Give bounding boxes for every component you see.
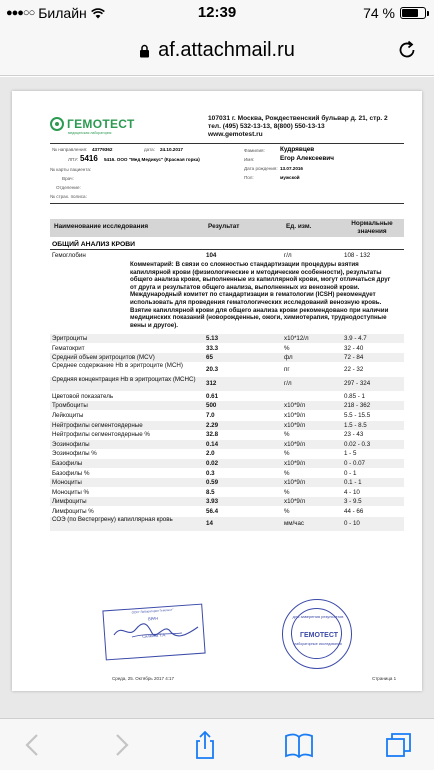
row-result: 8.5 — [206, 488, 215, 496]
birth-value: 13.07.2016 — [280, 166, 303, 171]
section-title: ОБЩИЙ АНАЛИЗ КРОВИ — [52, 241, 136, 248]
table-row — [50, 449, 404, 458]
row-unit: % — [284, 431, 290, 439]
table-row — [50, 469, 404, 478]
lab-seal — [282, 599, 352, 669]
results-table-header — [50, 219, 404, 237]
row-ref: 108 - 132 — [344, 252, 371, 259]
doctor-signature — [112, 621, 202, 641]
lab-report-page — [12, 91, 422, 691]
row-unit: пг — [284, 365, 290, 373]
table-row — [50, 334, 404, 343]
row-unit: % — [284, 450, 290, 458]
row-name: Тромбоциты — [52, 402, 88, 410]
sex-value: мужской — [280, 175, 300, 180]
share-button[interactable] — [190, 731, 220, 759]
lab-address-line: 107031 г. Москва, Рождественский бульвар д. 21, стр. 2 — [208, 115, 388, 122]
row-name: Эозинофилы % — [52, 450, 97, 458]
row-ref: 218 - 362 — [344, 402, 371, 410]
row-unit: % — [284, 488, 290, 496]
url-field[interactable] — [0, 39, 434, 62]
row-unit: % — [284, 469, 290, 477]
lab-seal-logo: ГЕМОТЕСТ — [299, 632, 338, 639]
battery-icon — [400, 7, 426, 19]
reload-icon[interactable] — [396, 39, 418, 61]
row-ref: 23 - 43 — [344, 431, 364, 439]
birth-label: Дата рождения: — [244, 166, 278, 171]
doctor-stamp-name: Силкина Т.А. — [142, 632, 167, 639]
row-name: Лейкоциты — [52, 412, 84, 419]
row-result: 5.13 — [206, 335, 219, 342]
col-ref-header: Нормальные значения — [351, 220, 393, 235]
lab-website-line: www.gemotest.ru — [208, 131, 263, 138]
row-unit: мм/час — [284, 519, 304, 527]
status-right — [363, 5, 426, 21]
surname-label: Фамилия: — [244, 148, 265, 153]
table-row — [50, 478, 404, 487]
row-ref: 1.5 - 8.5 — [344, 421, 367, 429]
doctor-stamp-title: ВРАЧ — [147, 615, 159, 622]
row-ref: 0.85 - 1 — [344, 392, 365, 400]
row-name: Эритроциты — [52, 335, 88, 342]
row-ref: 297 - 324 — [344, 380, 371, 388]
row-name: Гематокрит — [52, 344, 85, 352]
row-ref: 72 - 84 — [344, 354, 364, 362]
referral-value: 43779362 — [92, 147, 113, 152]
lab-phone-line: тел. (495) 532-13-13, 8(800) 550-13-13 — [208, 123, 325, 130]
row-unit: x10*12/л — [284, 335, 309, 342]
row-unit: x10*9/л — [284, 421, 306, 429]
row-unit: x10*9/л — [284, 440, 306, 448]
safari-toolbar — [0, 718, 434, 770]
date-label: дата: — [144, 147, 156, 152]
row-unit: x10*9/л — [284, 412, 306, 419]
table-row — [50, 430, 404, 439]
section-divider — [50, 249, 404, 250]
table-row — [50, 411, 404, 420]
table-row — [50, 377, 404, 391]
row-ref: 22 - 32 — [344, 365, 364, 373]
row-name: Базофилы — [52, 460, 83, 467]
dept-label: Отделение: — [56, 185, 81, 190]
forward-button[interactable] — [106, 731, 136, 759]
row-result: 3.93 — [206, 498, 219, 506]
gemotest-logo — [50, 117, 135, 131]
carrier-name: Билайн — [38, 5, 87, 21]
row-name: Средняя концентрация Hb в эритроцитах (MCHC) — [52, 376, 196, 384]
row-result: 0.14 — [206, 440, 219, 448]
row-result: 2.29 — [206, 421, 219, 429]
table-row-hemoglobin — [50, 251, 404, 260]
table-row — [50, 392, 404, 401]
table-row — [50, 459, 404, 468]
row-ref: 4 - 10 — [344, 488, 360, 496]
row-ref: 44 - 66 — [344, 508, 364, 515]
table-row — [50, 440, 404, 449]
row-name: Нейтрофилы сегментоядерные % — [52, 431, 150, 439]
row-result: 20.3 — [206, 365, 219, 373]
row-name: Нейтрофилы сегментоядерные — [52, 421, 143, 429]
row-result: 56.4 — [206, 508, 219, 515]
row-unit: x10*9/л — [284, 460, 306, 467]
row-name: Эозинофилы — [52, 440, 90, 448]
table-row — [50, 517, 404, 531]
name-label: Имя: — [244, 157, 255, 162]
row-ref: 0.1 - 1 — [344, 479, 362, 487]
document-viewer[interactable] — [0, 77, 434, 718]
table-row — [50, 353, 404, 362]
policy-label: № страх. полиса: — [50, 194, 87, 199]
row-name: Лимфоциты % — [52, 508, 94, 515]
lock-icon — [139, 44, 150, 58]
row-ref: 0 - 0.07 — [344, 460, 365, 467]
row-result: 33.3 — [206, 344, 219, 352]
lab-comment: Комментарий: В связи со сложностью стандартизации процедуры взятия капиллярной крови (физиологические и методические особенности), результаты общего анализа крови, выполненные из капиллярной крови, могут отличаться друг от друга и результатов общего анализа, выполненных из венозной крови. Международный комитет по стандартизации в гематологии (ICSH) рекомендует использовать для проведения гематологических исследований венозную кровь. Взятие капиллярной крови для общего анализа крови рекомендовано при наличии медицинских показаний (новорожденные, ожоги, химиотерапия, труднодоступные вены и другое). — [130, 261, 391, 329]
bookmarks-button[interactable] — [284, 731, 314, 759]
row-result: 0.61 — [206, 392, 219, 400]
row-ref: 0.02 - 0.3 — [344, 440, 371, 448]
lpu-code: 5416 — [80, 154, 98, 163]
lpu-label: ЛПУ: — [68, 157, 79, 162]
back-button[interactable] — [18, 731, 48, 759]
row-result: 14 — [206, 519, 213, 527]
row-ref: 0 - 1 — [344, 469, 357, 477]
page-number: Страница 1 — [372, 676, 397, 681]
battery-percent: 74 % — [363, 5, 395, 21]
row-unit: x10*9/л — [284, 479, 306, 487]
row-ref: 0 - 10 — [344, 519, 360, 527]
row-result: 7.0 — [206, 412, 215, 419]
name-value: Егор Алексеевич — [280, 155, 334, 162]
table-row — [50, 507, 404, 516]
row-unit: x10*9/л — [284, 402, 306, 410]
logo-text: ГЕМОТЕСТ — [67, 117, 135, 131]
battery-fill — [402, 9, 418, 17]
row-result: 2.0 — [206, 450, 215, 458]
patient-divider — [50, 203, 404, 204]
row-name: Цветовой показатель — [52, 392, 114, 400]
row-unit: фл — [284, 354, 293, 362]
row-result: 104 — [206, 252, 217, 259]
sex-label: Пол: — [244, 175, 254, 180]
row-name: Базофилы % — [52, 469, 90, 477]
url-text: af.attachmail.ru — [158, 39, 295, 61]
row-result: 0.3 — [206, 469, 215, 477]
row-unit: % — [284, 508, 290, 515]
row-result: 312 — [206, 380, 217, 388]
row-unit: г/л — [284, 380, 292, 388]
table-row — [50, 488, 404, 497]
lab-address — [208, 115, 388, 139]
surname-value: Кудрявцев — [280, 146, 315, 153]
col-result-header: Результат — [208, 223, 240, 230]
row-ref: 3.9 - 4.7 — [344, 335, 367, 342]
logo-subtitle: медицинская лаборатория — [68, 131, 112, 135]
status-bar — [0, 0, 434, 26]
col-unit-header: Ед. изм. — [286, 223, 312, 230]
row-unit: x10*9/л — [284, 498, 306, 506]
table-row — [50, 363, 404, 377]
lab-seal-bottom: лабораторные исследования — [294, 642, 342, 646]
lpu-name: 5416. ООО "Мед Медикус" (Красная горка) — [104, 157, 200, 162]
table-row — [50, 497, 404, 506]
row-result: 32.8 — [206, 431, 219, 439]
row-ref: 32 - 40 — [344, 344, 364, 352]
row-ref: 3 - 9.5 — [344, 498, 362, 506]
referral-label: № направления: — [52, 147, 88, 152]
row-ref: 5.5 - 15.5 — [344, 412, 371, 419]
clock: 12:39 — [197, 4, 237, 21]
row-unit: % — [284, 344, 290, 352]
table-row — [50, 421, 404, 430]
gemotest-logo-icon — [50, 117, 64, 131]
row-ref: 1 - 5 — [344, 450, 357, 458]
row-result: 500 — [206, 402, 217, 410]
row-name: Моноциты % — [52, 488, 90, 496]
row-result: 0.02 — [206, 460, 219, 467]
table-row — [50, 344, 404, 353]
tabs-button[interactable] — [384, 731, 414, 759]
print-date: Среда, 25. Октябрь 2017 4:17 — [112, 676, 175, 681]
row-name: Лимфоциты — [52, 498, 87, 506]
address-bar — [0, 26, 434, 76]
row-unit: г/л — [284, 252, 292, 259]
row-result: 65 — [206, 354, 213, 362]
date-value: 24.10.2017 — [160, 147, 183, 152]
signal-strength-icon: ●●●○○ — [6, 7, 35, 19]
row-name: Моноциты — [52, 479, 82, 487]
doctor-stamp-top: ООО "Лаборатория Гемотест" — [131, 607, 174, 615]
doctor-label: Врач: — [62, 176, 74, 181]
row-result: 0.59 — [206, 479, 219, 487]
row-name: СОЭ (по Вестергрену) капиллярная кровь — [52, 515, 173, 523]
row-name: Среднее содержание Hb в эритроците (MCH) — [52, 361, 183, 369]
col-name-header: Наименование исследования — [54, 223, 149, 230]
row-name: Гемоглобин — [52, 252, 86, 259]
row-name: Средний объем эритроцитов (MCV) — [52, 354, 155, 362]
card-label: № карты пациента: — [50, 167, 92, 172]
header-divider — [50, 143, 404, 144]
lab-seal-top: для заверения результатов — [292, 614, 344, 619]
table-row — [50, 401, 404, 410]
